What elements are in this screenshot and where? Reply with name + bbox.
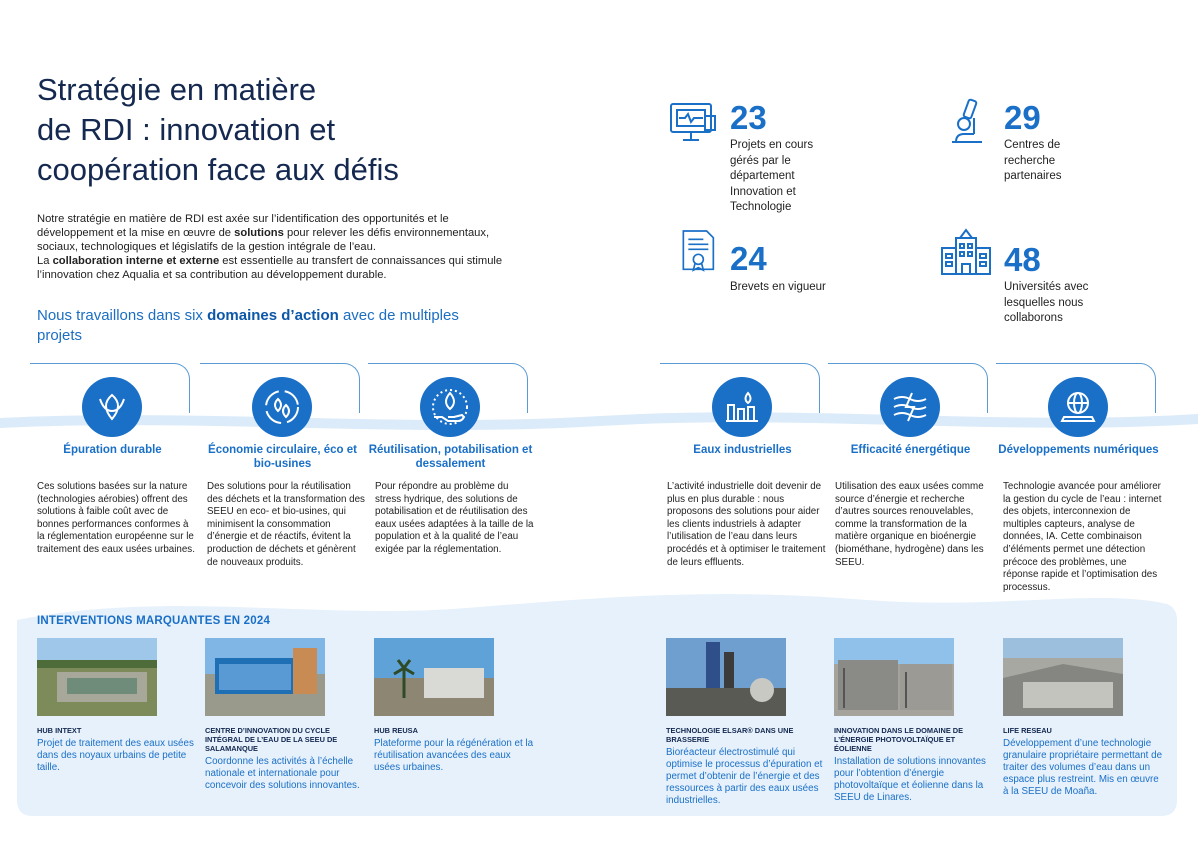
stat-label: Projets en cours gérés par le département Innovation et Technologie (730, 139, 814, 213)
photo-salamanque (205, 638, 325, 716)
stat-projects (668, 98, 868, 213)
microscope-icon (944, 98, 992, 146)
subtitle-text-a: Nous travaillons dans six (37, 307, 208, 324)
certificate-icon (680, 225, 728, 273)
computer-icon (668, 98, 716, 146)
domain-description: L’activité industrielle doit devenir de plus en plus durable : nous proposons des solutions pour aider les clients industriels à adapter l’utilisation de l’eau dans leurs procédés et à optimiser le traitement de leurs effluents. (667, 481, 826, 568)
intro-text-4: est essentielle au transfert de connaissances qui stimule l’innovation chez Aqualia et sa contribution au développement durable. (37, 255, 503, 281)
photo-hub-intext (37, 638, 157, 716)
stat-universities (940, 228, 1140, 328)
domain-description: Utilisation des eaux usées comme source d’énergie et recherche d’autres sources renouvelables, comme la transformation de la matière organique en bioénergie (biométhane, hydrogène) dans les SEEU. (835, 481, 984, 568)
title-line-2: de RDI : innovation et (37, 112, 336, 147)
stat-label: Universités avec lesquelles nous collaborons (1004, 281, 1089, 324)
card-title: CENTRE D’INNOVATION DU CYCLE INTÉGRAL DE L’EAU DE LA SEEU DE SALAMANQUE (205, 726, 338, 753)
leaf-drop-icon (82, 377, 142, 437)
domain-name: Développements numériques (998, 444, 1159, 456)
university-icon (940, 228, 988, 276)
card-title: HUB INTEXT (37, 726, 82, 735)
domain-description: Des solutions pour la réutilisation des déchets et la transformation des SEEU en eco- et bio-usines, qui minimisent la consommation d’énergie et de réactifs, évitent la production de déchets et génèrent de nouveaux produits. (207, 481, 365, 568)
domain-description: Pour répondre au problème du stress hydrique, des solutions de potabilisation et de réutilisation des eaux usées adaptées à la taille de la population et à la qualité de l’eau exigée par la réglementation. (375, 481, 534, 555)
photo-hub-reusa (374, 638, 494, 716)
stat-value: 24 (730, 240, 767, 277)
card-description: Coordonne les activités à l’échelle nationale et internationale pour concevoir des solutions innovantes. (205, 756, 360, 791)
photo-life-reseau (1003, 638, 1123, 716)
domain-description: Ces solutions basées sur la nature (technologies aérobies) offrent des solutions à faible coût avec de bonnes performances conformes à la réglementation européenne sur le traitement des eaux usées urbaines. (37, 481, 195, 555)
card-title: LIFE RESEAU (1003, 726, 1052, 735)
domain-name: Économie circulaire, éco et bio-usines (208, 444, 357, 470)
card-description: Développement d’une technologie granulaire propriétaire permettant de traiter des volumes d’eau dans un espace plus restreint. Mis en œuvre à la SEEU de Moaña. (1003, 738, 1163, 797)
stat-value: 29 (1004, 99, 1041, 136)
intro-text-2: pour relever les défis environnementaux, sociaux, technologiques et législatifs de la gestion intégrale de l’eau. (37, 227, 490, 253)
stat-value: 23 (730, 99, 767, 136)
title-line-3: coopération face aux défis (37, 152, 399, 187)
card-title: INNOVATION DANS LE DOMAINE DE L’ÉNERGIE PHOTOVOLTAÏQUE ET ÉOLIENNE (834, 726, 964, 753)
stat-value: 48 (1004, 241, 1041, 278)
factory-drop-icon (712, 377, 772, 437)
globe-laptop-icon (1048, 377, 1108, 437)
domain-reutilisation (368, 363, 533, 573)
stat-patents (680, 225, 880, 305)
card-title: HUB REUSA (374, 726, 418, 735)
page-title (37, 70, 557, 190)
card-description: Plateforme pour la régénération et la réutilisation avancées des eaux usées urbaines. (374, 738, 534, 773)
domain-name: Eaux industrielles (693, 444, 792, 456)
card-title: TECHNOLOGIE ELSAR® DANS UNE BRASSERIE (666, 726, 794, 744)
title-line-1: Stratégie en matière (37, 72, 317, 107)
section-subtitle (37, 306, 487, 346)
intro-text-1: Notre stratégie en matière de RDI est axée sur l’identification des opportunités et le développement et la mise en œuvre de (37, 213, 449, 239)
intro-bold-1: solutions (234, 227, 284, 239)
intro-text-3: La (37, 255, 53, 267)
card-description: Projet de traitement des eaux usées dans des noyaux urbains de petite taille. (37, 738, 194, 773)
domain-epuration (30, 363, 195, 563)
intro-bold-2: collaboration interne et externe (52, 255, 220, 267)
energy-wave-icon (880, 377, 940, 437)
stat-label: Brevets en vigueur (730, 281, 826, 293)
photo-photovoltaique (834, 638, 954, 716)
card-description: Installation de solutions innovantes pour l’obtention d’énergie photovoltaïque et éolienne dans la SEEU de Linares. (834, 756, 986, 803)
domain-name: Épuration durable (63, 444, 162, 456)
interventions-title: INTERVENTIONS MARQUANTES EN 2024 (37, 615, 271, 627)
subtitle-bold: domaines d’action (207, 307, 339, 324)
card-description: Bioréacteur électrostimulé qui optimise le processus d’épuration et permet d’obtenir de l’énergie et des ressources à partir des eaux usées industrielles. (666, 747, 823, 806)
domain-name: Réutilisation, potabilisation et dessalement (368, 444, 533, 470)
subtitle-text-c: avec de multiples projets (37, 307, 459, 344)
domain-name: Efficacité énergétique (850, 444, 971, 456)
hand-drop-icon (420, 377, 480, 437)
photo-elsar (666, 638, 786, 716)
stat-research-centers (944, 98, 1144, 198)
domain-developpements-numeriques (996, 363, 1161, 593)
circular-drops-icon (252, 377, 312, 437)
domain-economie-circulaire (200, 363, 365, 573)
domain-efficacite (828, 363, 993, 573)
stat-label: Centres de recherche partenaires (1004, 139, 1062, 182)
domain-description: Technologie avancée pour améliorer la gestion du cycle de l’eau : internet des objets, interconnexion de multiples capteurs, analyse de données, IA. Cette combinaison d’éléments permet une détection précoce des problèmes, une réponse rapide et l’optimisation des processus. (1003, 481, 1162, 593)
domain-eaux-industrielles (660, 363, 825, 573)
intro-paragraph (37, 212, 517, 282)
